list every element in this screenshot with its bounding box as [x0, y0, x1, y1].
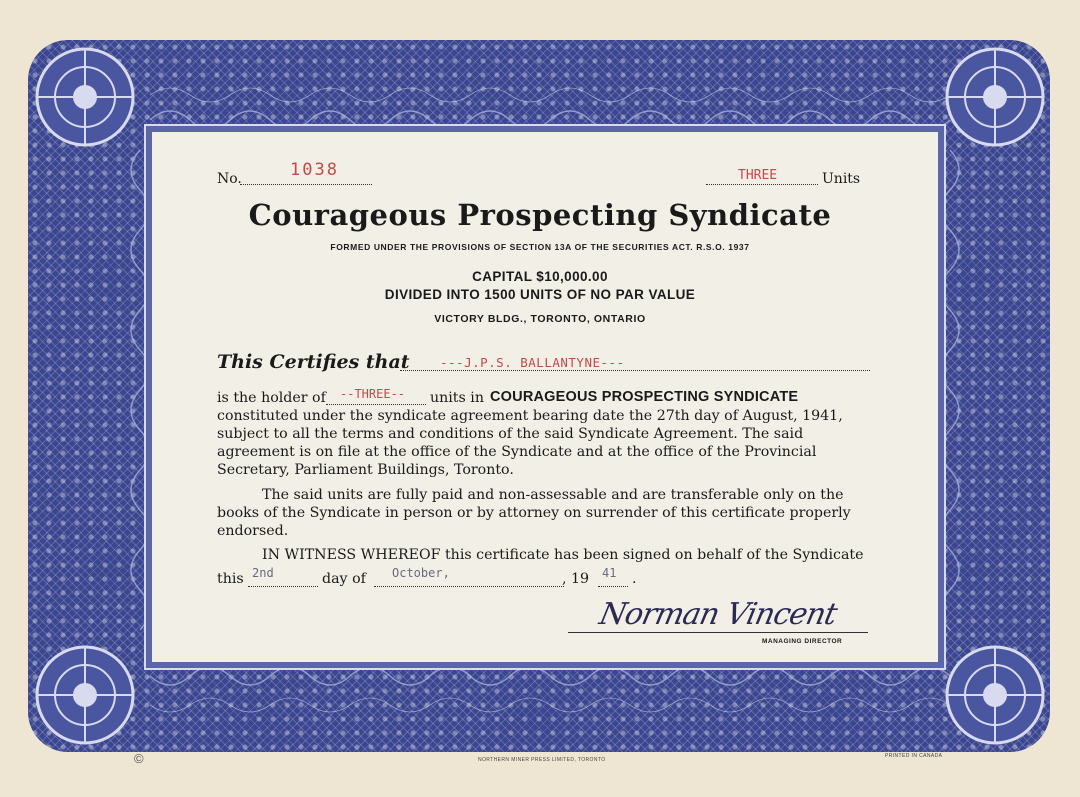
formed-under-text: FORMED UNDER THE PROVISIONS OF SECTION 13A OF THE SECURITIES ACT. R.S.O. 1937 [330, 242, 750, 252]
body-line-4: agreement is on file at the office of the Syndicate and at the office of the Provincial [217, 444, 817, 460]
year-suffix: . [632, 571, 637, 587]
printed-in-credit: PRINTED IN CANADA [885, 753, 943, 759]
year-value: 41 [602, 566, 617, 580]
units-line [706, 184, 818, 185]
body-line-3: subject to all the terms and conditions of the said Syndicate Agreement. The said [217, 426, 804, 442]
body-line-5: Secretary, Parliament Buildings, Toronto. [217, 462, 514, 478]
director-signature: Norman Vincent [596, 597, 840, 632]
corner-medallion-top-right [930, 42, 1050, 162]
certifies-label: This Certifies that [217, 351, 410, 373]
para2-line-2: books of the Syndicate in person or by attorney on surrender of this certificate properly [217, 505, 851, 521]
month-line [374, 586, 564, 587]
para2-line-1: The said units are fully paid and non-assessable and are transferable only on the [262, 487, 844, 503]
holder-name: ---J.P.S. BALLANTYNE--- [440, 355, 625, 370]
para2-line-3: endorsed. [217, 523, 289, 539]
day-line [248, 586, 318, 587]
day-of-label: day of [322, 571, 366, 587]
address-text: VICTORY BLDG., TORONTO, ONTARIO [434, 313, 646, 325]
corner-medallion-bottom-left [30, 630, 150, 750]
year-prefix: , 19 [562, 571, 590, 587]
units-label: Units [822, 171, 861, 187]
company-title: Courageous Prospecting Syndicate [248, 198, 832, 232]
signature-line [568, 632, 868, 633]
units-in-label: units in [430, 390, 484, 406]
printer-credit: NORTHERN MINER PRESS LIMITED, TORONTO [478, 757, 606, 763]
capital-text: CAPITAL $10,000.00 [472, 269, 608, 284]
number-line [240, 184, 372, 185]
witness-text: IN WITNESS WHEREOF this certificate has been signed on behalf of the Syndicate [262, 547, 864, 563]
divided-text: DIVIDED INTO 1500 UNITS OF NO PAR VALUE [384, 287, 696, 302]
this-label: this [217, 571, 244, 587]
corner-medallion-bottom-right [930, 630, 1050, 750]
holder-units: --THREE-- [340, 387, 406, 401]
managing-director-label: MANAGING DIRECTOR [762, 638, 843, 645]
units-value: THREE [738, 168, 778, 183]
body-line-2: constituted under the syndicate agreement bearing date the 27th day of August, 1941, [217, 408, 843, 424]
holder-name-line [400, 370, 870, 371]
syndicate-name-upper: COURAGEOUS PROSPECTING SYNDICATE [490, 389, 799, 405]
number-label: No. [217, 171, 242, 187]
copyright-mark: © [134, 751, 144, 766]
holder-units-line [326, 404, 426, 405]
day-value: 2nd [252, 566, 274, 580]
month-value: October, [392, 566, 450, 580]
corner-medallion-top-left [30, 42, 150, 162]
year-line [598, 586, 628, 587]
holder-of-label: is the holder of [217, 390, 326, 406]
certificate-number: 1038 [290, 160, 339, 180]
